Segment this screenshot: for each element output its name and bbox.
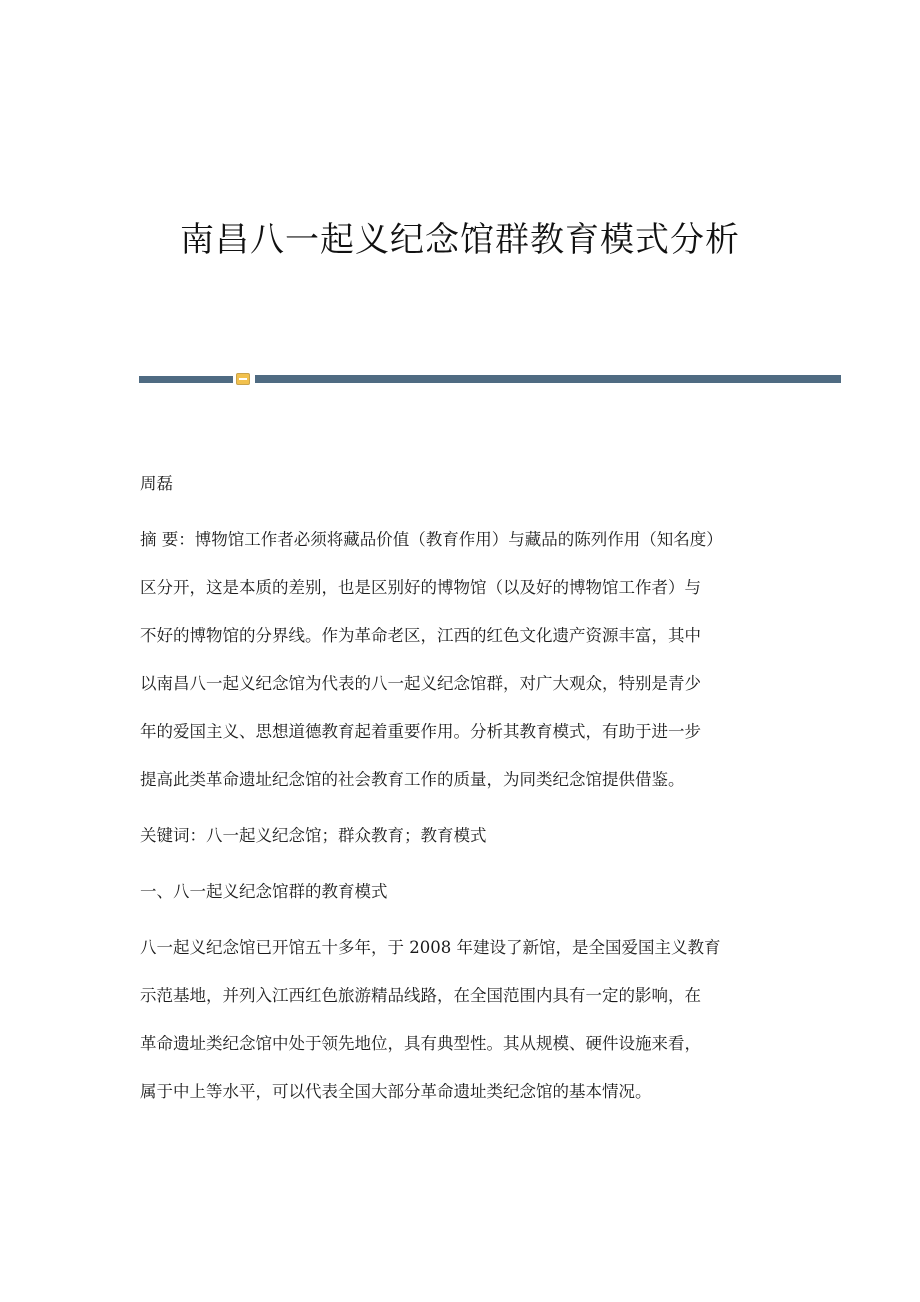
body-line: 革命遗址类纪念馆中处于领先地位，具有典型性。其从规模、硬件设施来看， xyxy=(140,1034,701,1053)
title-divider xyxy=(139,371,841,387)
abstract-line: 年的爱国主义、思想道德教育起着重要作用。分析其教育模式，有助于进一步 xyxy=(140,722,701,741)
abstract-line: 提高此类革命遗址纪念馆的社会教育工作的质量，为同类纪念馆提供借鉴。 xyxy=(140,770,685,789)
abstract-line: 以南昌八一起义纪念馆为代表的八一起义纪念馆群，对广大观众，特别是青少 xyxy=(140,674,701,693)
divider-bar-right xyxy=(255,375,841,383)
document-title: 南昌八一起义纪念馆群教育模式分析 xyxy=(180,220,740,260)
abstract-line: 区分开，这是本质的差别，也是区别好的博物馆（以及好的博物馆工作者）与 xyxy=(140,578,701,597)
keywords: 关键词：八一起义纪念馆；群众教育；教育模式 xyxy=(140,826,487,845)
body-line: 属于中上等水平，可以代表全国大部分革命遗址类纪念馆的基本情况。 xyxy=(140,1082,652,1101)
divider-bar-left xyxy=(139,376,233,383)
author-name: 周磊 xyxy=(140,474,173,493)
body-line: 示范基地，并列入江西红色旅游精品线路，在全国范围内具有一定的影响，在 xyxy=(140,986,701,1005)
body-line: 八一起义纪念馆已开馆五十多年，于 2008 年建设了新馆，是全国爱国主义教育 xyxy=(140,938,721,957)
abstract-line: 摘 要：博物馆工作者必须将藏品价值（教育作用）与藏品的陈列作用（知名度） xyxy=(140,530,723,549)
abstract-line: 不好的博物馆的分界线。作为革命老区，江西的红色文化遗产资源丰富，其中 xyxy=(140,626,701,645)
section-heading: 一、八一起义纪念馆群的教育模式 xyxy=(140,882,388,901)
divider-ornament-icon xyxy=(236,373,250,385)
